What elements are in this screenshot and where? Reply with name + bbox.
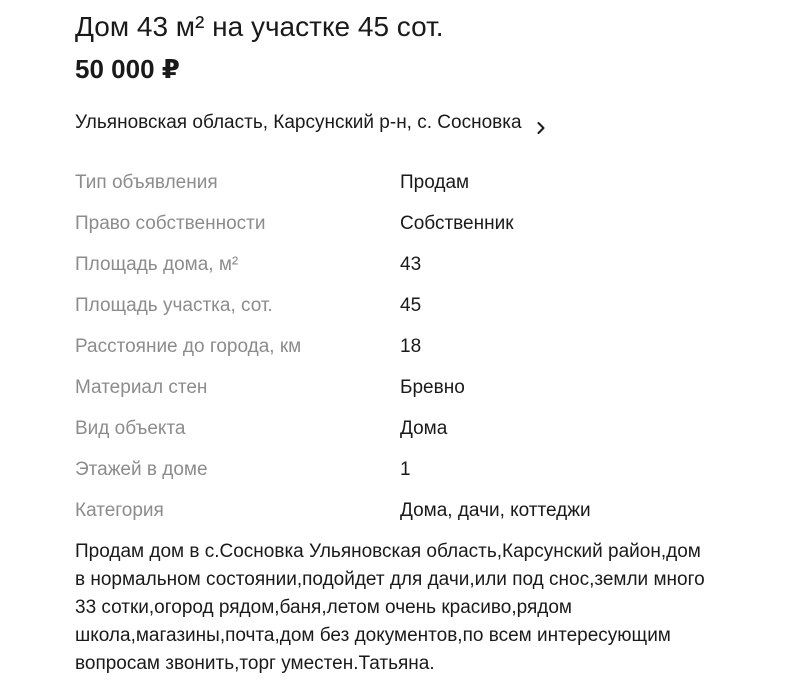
- param-row: [75, 162, 775, 203]
- param-value: Дома: [400, 417, 448, 439]
- listing-title: Дом 43 м² на участке 45 сот.: [75, 11, 444, 42]
- param-value: 45: [400, 294, 422, 316]
- param-row: [75, 244, 775, 285]
- param-row: [75, 203, 775, 244]
- param-label: Расстояние до города, км: [75, 335, 302, 357]
- address-text: Ульяновская область, Карсунский р-н, с. Сосновка: [75, 112, 522, 133]
- param-value: 1: [400, 458, 411, 480]
- param-label: Вид объекта: [75, 417, 186, 439]
- param-label: Площадь дома, м²: [75, 253, 239, 275]
- param-label: Тип объявления: [75, 171, 218, 193]
- chevron-right-icon: [534, 116, 548, 130]
- listing-description: Продам дом в с.Сосновка Ульяновская область,Карсунский район,дом в нормальном состоянии,подойдет для дачи,или под снос,земли много 33 сотки,огород рядом,баня,летом очень красиво,рядом школа,магазины,почта,дом без документов,по всем интересующим вопросам звонить,торг уместен.Татьяна.: [75, 541, 705, 674]
- param-label: Этажей в доме: [75, 458, 208, 480]
- address-link[interactable]: [75, 109, 548, 137]
- params-list: [75, 162, 775, 531]
- param-row: [75, 490, 775, 531]
- param-label: Категория: [75, 499, 164, 521]
- param-row: [75, 285, 775, 326]
- listing-price: 50 000 ₽: [75, 54, 180, 84]
- param-value: Дома, дачи, коттеджи: [400, 499, 591, 521]
- param-value: Продам: [400, 171, 470, 193]
- param-value: Собственник: [400, 212, 514, 234]
- param-label: Право собственности: [75, 212, 266, 234]
- param-value: 43: [400, 253, 422, 275]
- param-label: Материал стен: [75, 376, 208, 398]
- param-value: Бревно: [400, 376, 465, 398]
- param-row: [75, 408, 775, 449]
- param-label: Площадь участка, сот.: [75, 294, 273, 316]
- param-row: [75, 326, 775, 367]
- param-row: [75, 449, 775, 490]
- param-row: [75, 367, 775, 408]
- param-value: 18: [400, 335, 422, 357]
